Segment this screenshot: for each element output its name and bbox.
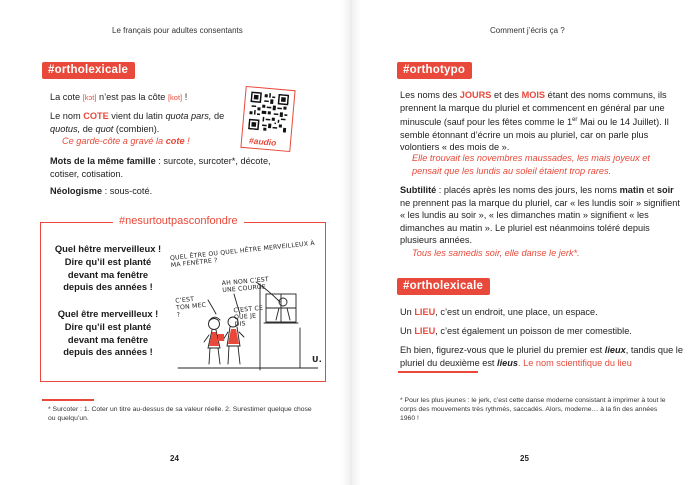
lieu-poisson: Un LIEU, c’est également un poisson de mer comestible. bbox=[400, 326, 632, 336]
cote-intro: La cote [kɔt] n’est pas la côte [kot] ! bbox=[50, 92, 188, 102]
ortholexicale-tag: #ortholexicale bbox=[42, 62, 135, 79]
example-jerk: Tous les samedis soir, elle danse le jerk*. bbox=[412, 248, 580, 258]
lieu-pluriel: Eh bien, figurez-vous que le pluriel du premier est lieux, tandis que le pluriel du deuxième est lieus. Le nom scientifique du lieu bbox=[400, 345, 683, 368]
bubble-ce-que-je-dis: C’EST CE QUE JE DIS bbox=[233, 304, 264, 329]
bubble-ton-mec: C’EST TON MEC ? bbox=[174, 295, 207, 319]
cote-etymology: Le nom COTE vient du latin quota pars, de quotus, de quot (combien). bbox=[50, 111, 225, 134]
left-page bbox=[0, 0, 340, 485]
right-footnote-rule bbox=[398, 371, 478, 373]
left-footnote: * Surcoter : 1. Coter un titre au-dessus de sa valeur réelle. 2. Surestimer quelque chose ou quelqu’un. bbox=[48, 406, 312, 422]
right-page bbox=[362, 0, 700, 485]
qr-code-icon bbox=[248, 91, 289, 132]
left-running-head: Le français pour adultes consentants bbox=[112, 26, 243, 35]
left-page-number: 24 bbox=[170, 454, 179, 463]
cote-example: Ce garde-côte a gravé la cote ! bbox=[62, 136, 190, 146]
neologism: Néologisme : sous-coté. bbox=[50, 186, 153, 196]
audio-label: #audio bbox=[248, 135, 277, 148]
cartoon-signature: U. bbox=[312, 355, 322, 364]
word-family: Mots de la même famille : surcote, surcoter*, décote, cotiser, cotisation. bbox=[50, 156, 271, 179]
orthotypo-tag: #orthotypo bbox=[397, 62, 472, 79]
bubble-courge: AH NON C’EST UNE COURGE bbox=[221, 276, 270, 295]
example-novembres: Elle trouvait les novembres maussades, les mais joyeux et pensait que les lundis au soleil étaient trop rares. bbox=[412, 153, 650, 176]
right-running-head: Comment j’écris ça ? bbox=[490, 26, 565, 35]
right-footnote: * Pour les plus jeunes : le jerk, c’est cette danse moderne consistant à imprimer à tout le corps des mouvements très rythmés, saccadés. Alors, moderne… à la fin des années 1960 ! bbox=[400, 397, 666, 422]
nesurtoutpasconfondre-title: #nesurtoutpasconfondre bbox=[113, 215, 244, 227]
ortholexicale-tag-2: #ortholexicale bbox=[397, 278, 490, 295]
audio-qr-code[interactable] bbox=[240, 86, 295, 152]
lieu-endroit: Un LIEU, c’est un endroit, une place, un espace. bbox=[400, 307, 598, 317]
subtilite-paragraph: Subtilité : placés après les noms des jours, les noms matin et soir ne prennent pas la marque du pluriel, car « les lundis soir » signifient « les lundis au soir », « les dimanches matin » signifient « les dimanches au matin ». Le pluriel est néanmoins toléré depuis plusieurs années. bbox=[400, 185, 680, 246]
jours-mois-paragraph: Les noms des JOURS et des MOIS étant des noms communs, ils prennent la marque du pluriel et commencent en général par une minuscule (sauf pour les fêtes comme le 1er Mai ou le 14 Juillet). Il semble étonnant d’écrire un mois au pluriel, car on parle plus volontiers « des mois de ». bbox=[400, 90, 669, 153]
bubble-hetre: QUEL ÊTRE OU QUEL HÊTRE MERVEILLEUX À MA FENÊTRE ? bbox=[169, 239, 316, 270]
cartoon-drawing bbox=[168, 280, 318, 375]
homophone-text-1: Quel hêtre merveilleux ! Dire qu’il est planté devant ma fenêtre depuis des années ! bbox=[54, 243, 162, 293]
right-page-number: 25 bbox=[520, 454, 529, 463]
footnote-rule bbox=[42, 399, 94, 401]
book-gutter bbox=[341, 0, 361, 485]
homophone-text-2: Quel être merveilleux ! Dire qu’il est planté devant ma fenêtre depuis des années ! bbox=[57, 308, 159, 358]
